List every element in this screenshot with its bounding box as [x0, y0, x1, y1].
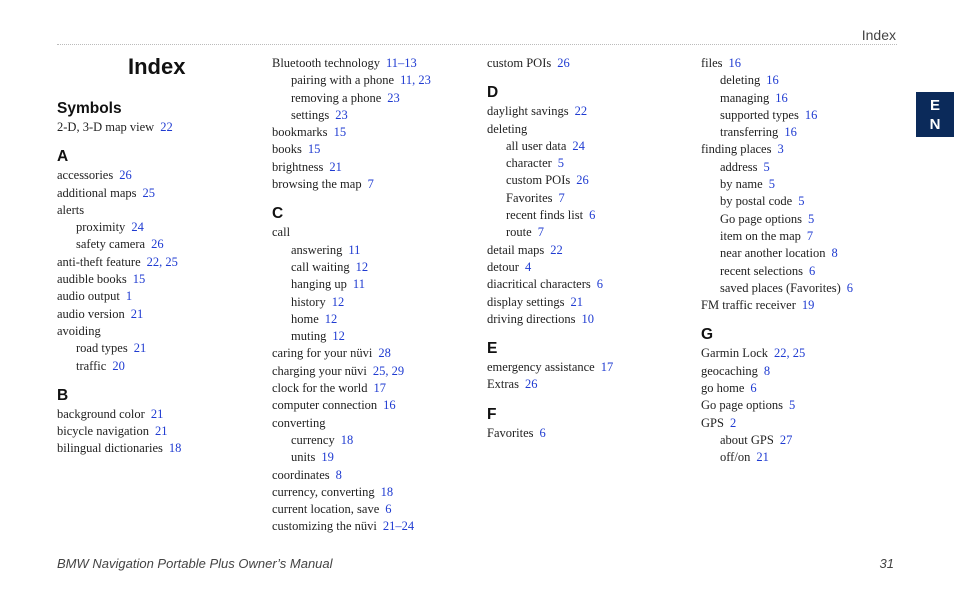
entry-term: about GPS — [720, 432, 774, 447]
entry-term: saved places (Favorites) — [720, 280, 841, 295]
index-entry — [272, 159, 477, 176]
section-heading: D — [487, 84, 499, 102]
index-entry — [272, 484, 477, 501]
index-subentry — [701, 211, 906, 228]
entry-term: finding places — [701, 142, 772, 157]
index-entry — [701, 415, 906, 432]
index-entry — [272, 518, 477, 535]
entry-term: diacritical characters — [487, 277, 591, 292]
index-subentry — [701, 263, 906, 280]
index-entry — [57, 288, 262, 305]
entry-term: call — [272, 225, 291, 240]
index-subentry — [701, 449, 906, 466]
page-reference-link[interactable]: 27 — [779, 432, 793, 447]
page-reference-link[interactable]: 11 — [348, 242, 361, 257]
section-heading: C — [272, 205, 284, 223]
index-entry — [57, 423, 262, 440]
index-entry — [487, 121, 692, 138]
index-subentry — [701, 176, 906, 193]
index-subentry — [487, 138, 692, 155]
index-column-2 — [272, 55, 477, 536]
index-entry — [487, 55, 692, 72]
page-reference-link[interactable]: 15 — [307, 142, 321, 157]
entry-term: audible books — [57, 272, 127, 287]
entry-term: road types — [76, 341, 128, 356]
entry-term: detour — [487, 259, 519, 274]
page-reference-link[interactable]: 22 — [574, 104, 588, 119]
index-entry — [487, 103, 692, 120]
page-reference-link[interactable]: 7 — [558, 190, 565, 205]
page-reference-link[interactable]: 3 — [777, 142, 784, 157]
page-reference-link[interactable]: 21–24 — [382, 519, 415, 534]
index-entry — [272, 176, 477, 193]
index-entry — [57, 202, 262, 219]
page-reference-link[interactable]: 5 — [763, 159, 770, 174]
page-reference-link[interactable]: 21 — [329, 159, 342, 174]
page-reference-link[interactable]: 21 — [154, 424, 168, 439]
index-subentry — [272, 259, 477, 276]
index-column-4 — [701, 55, 906, 467]
entry-term: answering — [291, 242, 343, 257]
index-subentry — [487, 172, 692, 189]
page-reference-link[interactable]: 26 — [151, 237, 164, 252]
page-reference-link[interactable]: 15 — [333, 125, 347, 140]
page-reference-link[interactable]: 22, 25 — [774, 346, 806, 361]
entry-term: browsing the map — [272, 177, 362, 192]
page-reference-link[interactable]: 11 — [352, 277, 365, 292]
entry-term: additional maps — [57, 185, 137, 200]
index-subentry — [57, 236, 262, 253]
entry-term: Favorites — [506, 190, 553, 205]
page-reference-link[interactable]: 20 — [112, 358, 125, 373]
page-reference-link[interactable]: 21 — [570, 294, 583, 309]
page-reference-link[interactable]: 16 — [383, 398, 396, 413]
entry-term: item on the map — [720, 228, 801, 243]
page-reference-link[interactable]: 24 — [572, 138, 585, 153]
index-entry — [57, 119, 262, 136]
entry-term: Go page options — [720, 211, 802, 226]
page-reference-link[interactable]: 1 — [125, 289, 133, 304]
index-subentry — [487, 224, 692, 241]
entry-term: audio output — [57, 289, 120, 304]
entry-term: brightness — [272, 159, 324, 174]
footer-manual-title: BMW Navigation Portable Plus Owner’s Manual — [57, 556, 333, 571]
section-heading: Symbols — [57, 100, 122, 117]
index-entry — [57, 271, 262, 288]
page-reference-link[interactable]: 12 — [331, 294, 345, 309]
entry-term: recent selections — [720, 263, 803, 278]
page-reference-link[interactable]: 12 — [355, 259, 369, 274]
page-reference-link[interactable]: 23 — [387, 90, 400, 105]
entry-term: Favorites — [487, 425, 534, 440]
index-entry — [487, 276, 692, 293]
index-subentry — [272, 311, 477, 328]
entry-term: coordinates — [272, 467, 330, 482]
page-reference-link[interactable]: 26 — [557, 56, 570, 70]
entry-term: pairing with a phone — [291, 73, 395, 88]
index-subentry — [701, 107, 906, 124]
page-reference-link[interactable]: 4 — [524, 259, 532, 274]
index-entry — [487, 311, 692, 328]
entry-term: background color — [57, 406, 145, 421]
entry-term: address — [720, 159, 758, 174]
page-reference-link[interactable]: 5 — [557, 156, 565, 171]
entry-term: driving directions — [487, 311, 576, 326]
page-reference-link[interactable]: 6 — [589, 208, 596, 223]
page-reference-link[interactable]: 5 — [788, 398, 796, 413]
language-tab — [916, 92, 954, 137]
index-subentry — [272, 242, 477, 259]
page-reference-link[interactable]: 7 — [806, 228, 814, 243]
entry-term: managing — [720, 90, 770, 105]
index-entry — [701, 397, 906, 414]
index-subentry — [272, 72, 477, 89]
entry-term: bicycle navigation — [57, 424, 149, 439]
page-reference-link[interactable]: 16 — [775, 90, 788, 105]
entry-term: muting — [291, 329, 327, 344]
index-subentry — [487, 155, 692, 172]
language-tab-line-1: E — [929, 97, 940, 114]
index-subentry — [272, 107, 477, 124]
index-subentry — [701, 432, 906, 449]
page-reference-link[interactable]: 19 — [321, 450, 334, 465]
section-heading: A — [57, 148, 69, 166]
entry-term: units — [291, 450, 316, 465]
index-entry — [487, 259, 692, 276]
entry-term: off/on — [720, 450, 751, 465]
page-reference-link[interactable]: 6 — [539, 425, 546, 440]
page-title: Index — [128, 54, 186, 79]
page-reference-link[interactable]: 22 — [550, 242, 563, 257]
page-reference-link[interactable]: 6 — [596, 277, 603, 292]
entry-term: all user data — [506, 138, 567, 153]
entry-term: currency — [291, 432, 335, 447]
page-reference-link[interactable]: 17 — [373, 381, 386, 396]
index-entry — [487, 376, 692, 393]
index-entry — [701, 55, 906, 72]
index-subentry — [272, 432, 477, 449]
entry-term: emergency assistance — [487, 360, 595, 375]
entry-term: removing a phone — [291, 90, 382, 105]
page-reference-link[interactable]: 12 — [332, 329, 345, 344]
index-entry — [57, 306, 262, 323]
index-entry — [57, 254, 262, 271]
index-entry — [272, 501, 477, 518]
index-subentry — [272, 328, 477, 345]
page-reference-link[interactable]: 15 — [132, 272, 146, 287]
entry-term: detail maps — [487, 242, 545, 257]
entry-term: traffic — [76, 358, 107, 373]
footer-page-number: 31 — [879, 556, 894, 571]
index-subentry — [701, 228, 906, 245]
page-reference-link[interactable]: 26 — [576, 173, 589, 188]
index-subentry — [57, 358, 262, 375]
index-subentry — [701, 193, 906, 210]
page-reference-link[interactable]: 11–13 — [385, 56, 417, 70]
index-column-1 — [57, 98, 262, 458]
entry-term: Extras — [487, 377, 519, 392]
index-entry — [487, 242, 692, 259]
entry-term: settings — [291, 107, 330, 122]
index-entry — [57, 323, 262, 340]
index-entry — [701, 380, 906, 397]
page-reference-link[interactable]: 7 — [367, 177, 374, 192]
page-reference-link[interactable]: 21 — [133, 341, 147, 356]
entry-term: geocaching — [701, 363, 758, 378]
page-reference-link[interactable]: 6 — [385, 502, 392, 517]
header-rule — [57, 44, 897, 45]
entry-term: by name — [720, 177, 763, 192]
page-reference-link[interactable]: 6 — [750, 381, 757, 396]
index-entry — [272, 380, 477, 397]
index-entry — [701, 141, 906, 158]
page-reference-link[interactable]: 2 — [729, 415, 737, 430]
entry-term: character — [506, 156, 552, 171]
page-reference-link[interactable]: 22 — [160, 120, 173, 134]
page-reference-link[interactable]: 12 — [324, 311, 338, 326]
page-reference-link[interactable]: 6 — [846, 280, 854, 295]
index-entry — [272, 467, 477, 484]
index-subentry — [272, 294, 477, 311]
entry-term: charging your nüvi — [272, 363, 367, 378]
entry-term: audio version — [57, 306, 125, 321]
entry-term: anti-theft feature — [57, 254, 141, 269]
index-subentry — [487, 207, 692, 224]
entry-term: caring for your nüvi — [272, 346, 373, 361]
entry-term: Bluetooth technology — [272, 56, 380, 70]
page-reference-link[interactable]: 24 — [131, 220, 144, 235]
page-reference-link[interactable]: 16 — [784, 125, 797, 140]
entry-term: currency, converting — [272, 484, 375, 499]
entry-term: near another location — [720, 246, 826, 261]
entry-term: current location, save — [272, 502, 380, 517]
page-reference-link[interactable]: 28 — [378, 346, 391, 361]
entry-term: deleting — [720, 73, 761, 88]
page-reference-link[interactable]: 18 — [380, 484, 394, 499]
index-entry — [272, 363, 477, 380]
entry-term: files — [701, 56, 723, 70]
index-subentry — [57, 219, 262, 236]
entry-term: Garmin Lock — [701, 346, 768, 361]
index-entry — [272, 124, 477, 141]
page-reference-link[interactable]: 16 — [766, 73, 779, 88]
index-subentry — [272, 449, 477, 466]
entry-term: customizing the nüvi — [272, 519, 377, 534]
page-reference-link[interactable]: 7 — [537, 225, 544, 240]
index-entry — [487, 425, 692, 442]
page-reference-link[interactable]: 8 — [335, 467, 342, 482]
entry-term: computer connection — [272, 398, 378, 413]
index-entry — [701, 297, 906, 314]
page-reference-link[interactable]: 17 — [600, 360, 614, 375]
entry-term: accessories — [57, 168, 114, 183]
entry-term: call waiting — [291, 259, 350, 274]
entry-term: history — [291, 294, 326, 309]
page-reference-link[interactable]: 25, 29 — [372, 363, 405, 378]
page-reference-link[interactable]: 18 — [340, 432, 354, 447]
index-entry — [272, 397, 477, 414]
page-reference-link[interactable]: 10 — [581, 311, 595, 326]
page-reference-link[interactable]: 25 — [142, 185, 155, 200]
running-header: Index — [861, 27, 896, 43]
page-reference-link[interactable]: 6 — [808, 263, 816, 278]
page-reference-link[interactable]: 26 — [119, 168, 132, 183]
entry-term: home — [291, 311, 319, 326]
page-reference-link[interactable]: 8 — [831, 246, 838, 261]
page-reference-link[interactable]: 21 — [130, 306, 144, 321]
index-subentry — [57, 340, 262, 357]
index-entry — [57, 185, 262, 202]
entry-term: 2-D, 3-D map view — [57, 120, 155, 134]
entry-term: display settings — [487, 294, 565, 309]
entry-term: deleting — [487, 121, 528, 136]
index-subentry — [701, 245, 906, 262]
index-entry — [272, 55, 477, 72]
section-heading: F — [487, 405, 497, 423]
entry-term: by postal code — [720, 194, 793, 209]
index-entry — [272, 224, 477, 241]
entry-term: transferring — [720, 125, 779, 140]
section-heading: E — [487, 340, 498, 358]
page-reference-link[interactable]: 18 — [168, 441, 182, 456]
page-reference-link[interactable]: 22, 25 — [146, 254, 178, 269]
section-heading: G — [701, 326, 714, 344]
page-reference-link[interactable]: 11, 23 — [400, 73, 431, 88]
entry-term: FM traffic receiver — [701, 298, 796, 313]
entry-term: daylight savings — [487, 104, 569, 119]
index-entry — [272, 415, 477, 432]
index-subentry — [487, 190, 692, 207]
page-reference-link[interactable]: 16 — [728, 56, 742, 70]
index-column-3 — [487, 55, 692, 442]
page-reference-link[interactable]: 8 — [763, 363, 771, 378]
language-tab-line-2: N — [929, 116, 941, 133]
entry-term: safety camera — [76, 237, 146, 252]
index-subentry — [701, 72, 906, 89]
index-entry — [487, 294, 692, 311]
entry-term: custom POIs — [506, 173, 571, 188]
page-reference-link[interactable]: 5 — [798, 194, 805, 209]
entry-term: go home — [701, 381, 745, 396]
index-entry — [272, 345, 477, 362]
index-subentry — [701, 280, 906, 297]
page-reference-link[interactable]: 16 — [804, 107, 818, 122]
page-reference-link[interactable]: 21 — [756, 450, 769, 465]
index-entry — [57, 440, 262, 457]
entry-term: avoiding — [57, 323, 101, 338]
index-entry — [272, 141, 477, 158]
entry-term: bookmarks — [272, 125, 328, 140]
entry-term: recent finds list — [506, 208, 584, 223]
index-subentry — [272, 276, 477, 293]
page-reference-link[interactable]: 19 — [801, 298, 815, 313]
entry-term: hanging up — [291, 277, 347, 292]
index-entry — [57, 406, 262, 423]
index-entry — [701, 345, 906, 362]
entry-term: custom POIs — [487, 56, 552, 70]
index-subentry — [701, 159, 906, 176]
index-entry — [487, 359, 692, 376]
entry-term: proximity — [76, 220, 126, 235]
page-reference-link[interactable]: 5 — [807, 211, 815, 226]
index-subentry — [701, 90, 906, 107]
index-entry — [57, 167, 262, 184]
index-subentry — [701, 124, 906, 141]
section-heading: B — [57, 386, 69, 404]
index-subentry — [272, 90, 477, 107]
page-reference-link[interactable]: 26 — [524, 377, 538, 392]
entry-term: converting — [272, 415, 326, 430]
entry-term: alerts — [57, 202, 85, 217]
entry-term: books — [272, 142, 302, 157]
entry-term: GPS — [701, 415, 724, 430]
entry-term: Go page options — [701, 398, 783, 413]
index-entry — [701, 363, 906, 380]
entry-term: bilingual dictionaries — [57, 441, 163, 456]
entry-term: route — [506, 225, 532, 240]
page-reference-link[interactable]: 23 — [335, 107, 348, 122]
entry-term: clock for the world — [272, 381, 368, 396]
page-reference-link[interactable]: 5 — [768, 177, 775, 192]
entry-term: supported types — [720, 107, 799, 122]
page-reference-link[interactable]: 21 — [150, 406, 164, 421]
